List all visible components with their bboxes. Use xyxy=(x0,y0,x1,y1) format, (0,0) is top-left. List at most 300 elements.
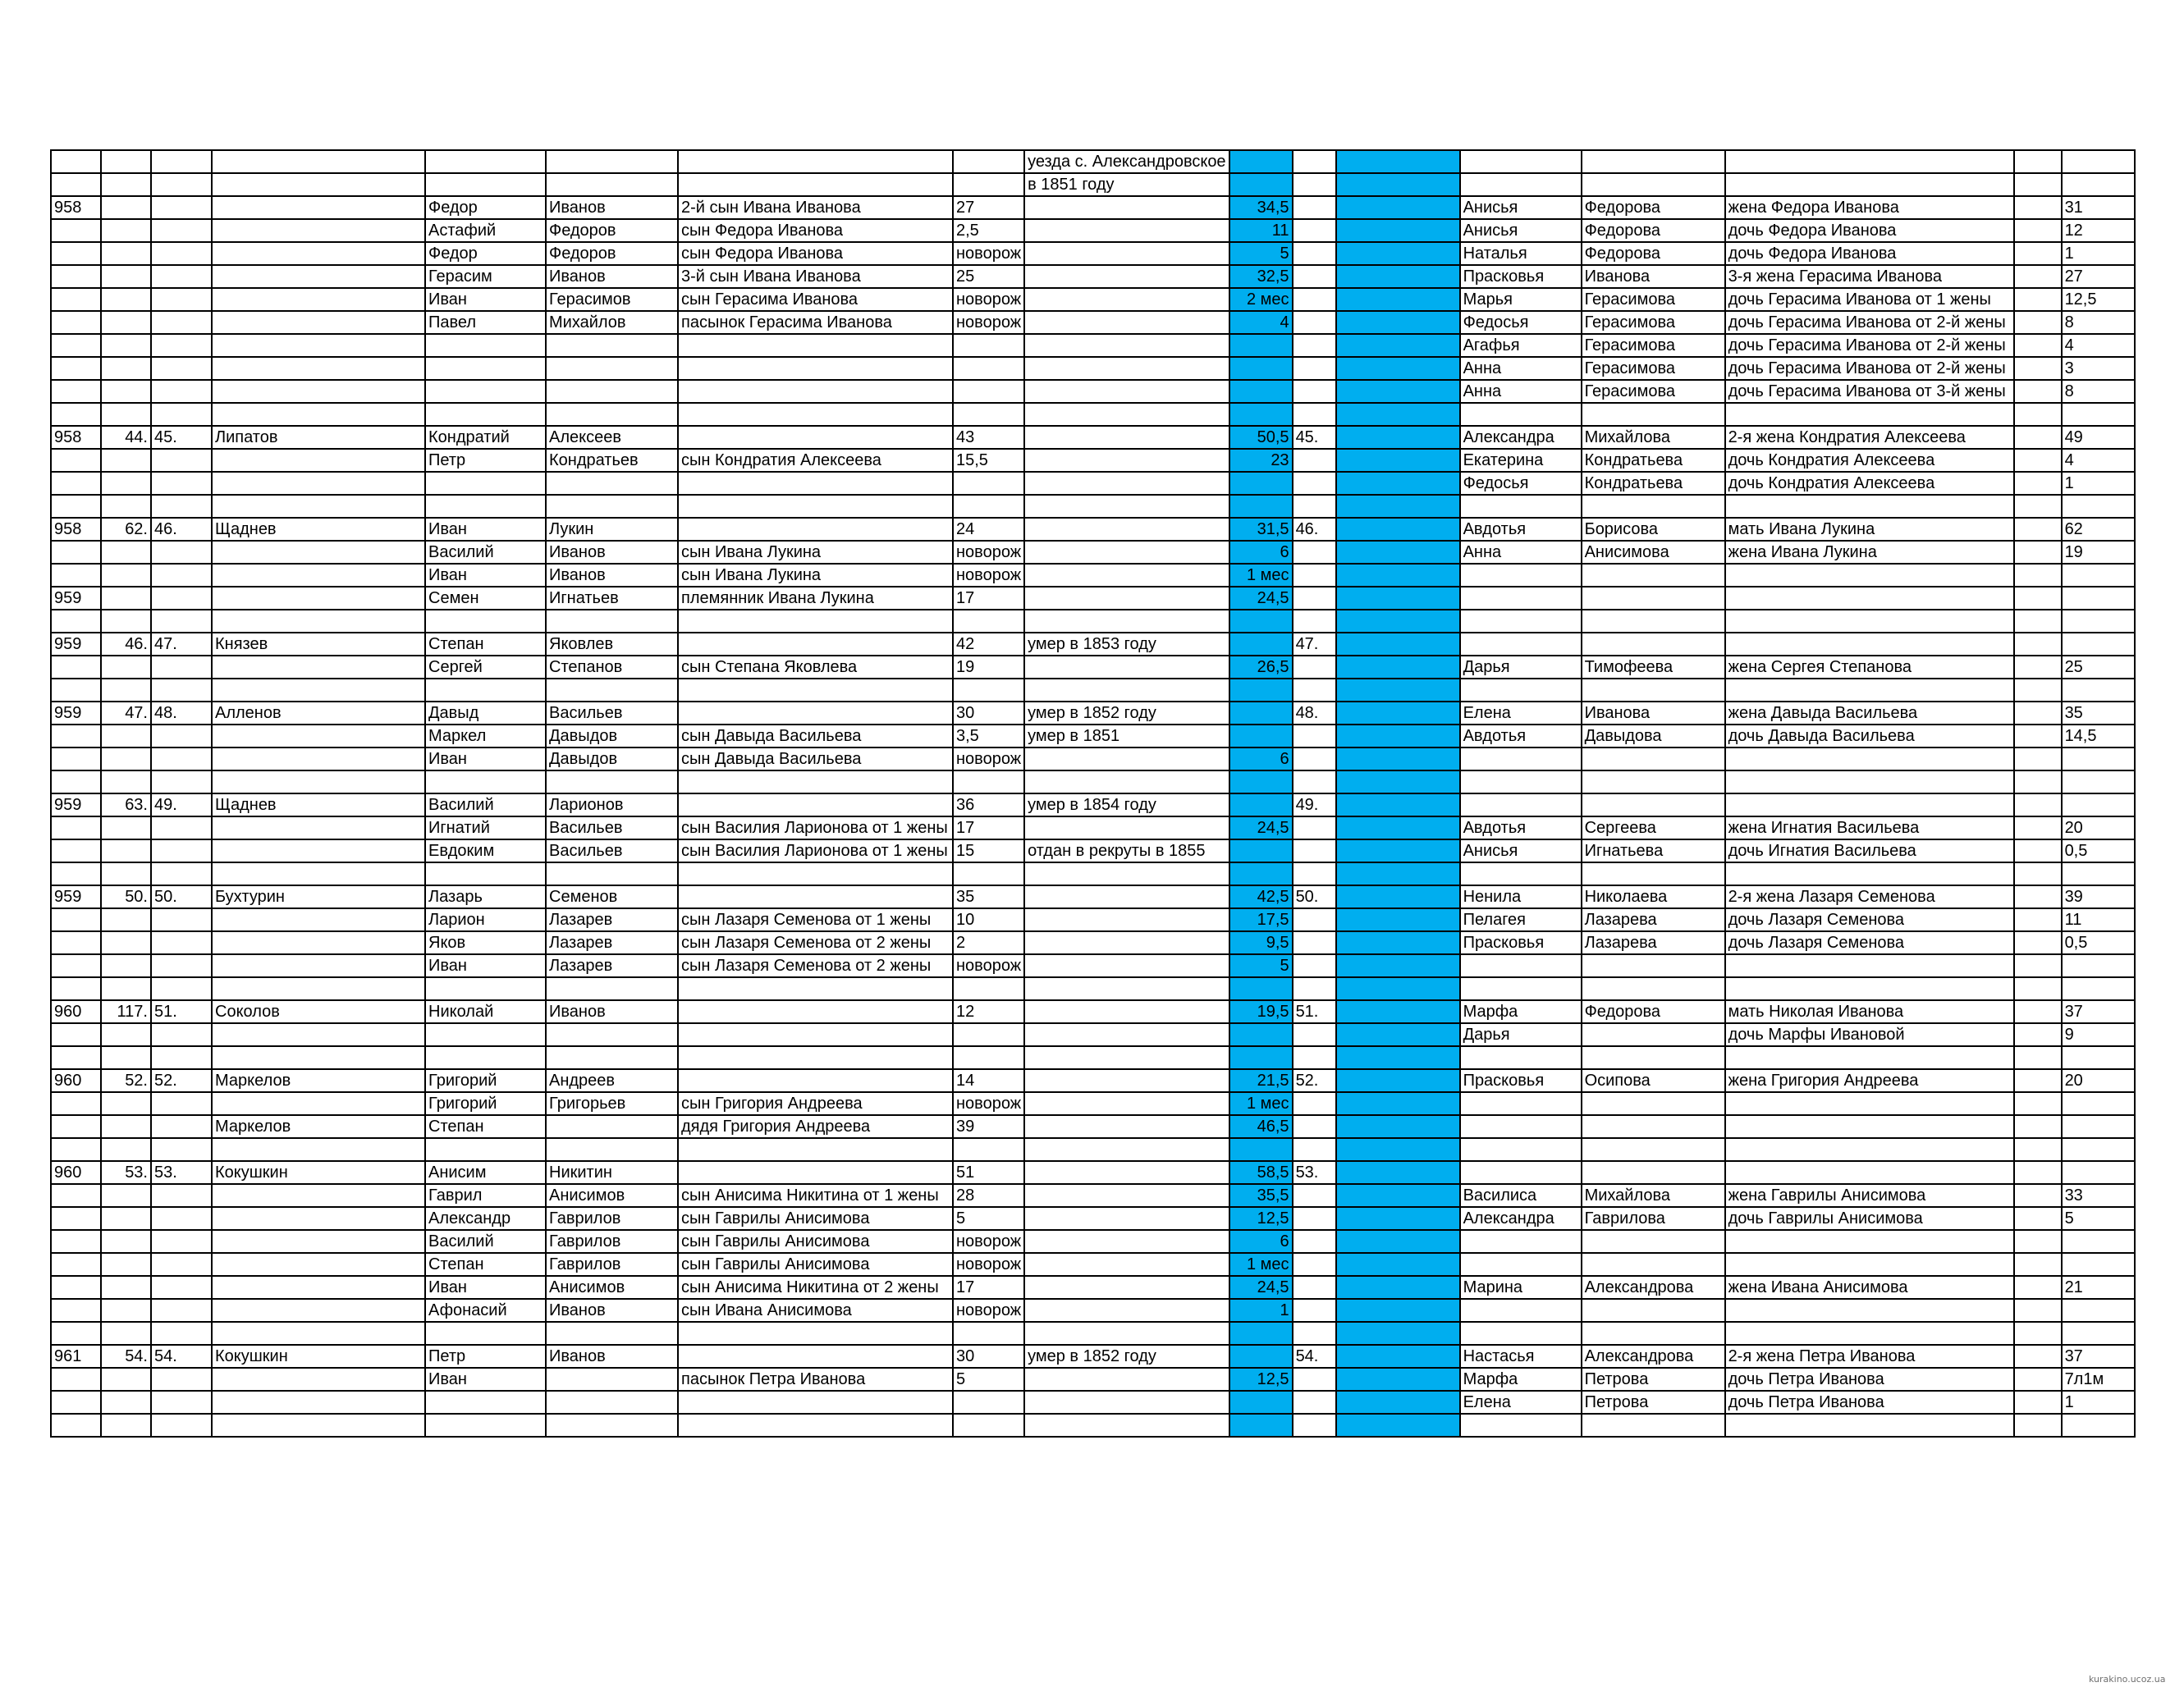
table-cell xyxy=(212,1207,425,1230)
table-cell xyxy=(151,472,212,495)
table-cell xyxy=(2014,1069,2062,1092)
table-cell xyxy=(1229,1414,1293,1437)
table-cell xyxy=(1229,610,1293,633)
table-cell xyxy=(212,725,425,747)
table-cell xyxy=(1582,1230,1725,1253)
table-cell: сын Давыда Васильева xyxy=(678,747,953,770)
table-row xyxy=(51,150,2135,173)
table-cell: 5 xyxy=(1229,242,1293,265)
table-cell: 35 xyxy=(953,885,1024,908)
table-cell: умер в 1852 году xyxy=(1024,1345,1229,1368)
table-cell: Кондратьева xyxy=(1582,472,1725,495)
table-cell xyxy=(151,747,212,770)
table-cell: Васильев xyxy=(546,839,678,862)
table-cell: Гаврилов xyxy=(546,1230,678,1253)
table-cell xyxy=(151,1276,212,1299)
table-cell xyxy=(2014,679,2062,702)
table-row xyxy=(51,885,2135,908)
table-cell xyxy=(953,334,1024,357)
table-cell xyxy=(212,196,425,219)
table-cell xyxy=(953,1138,1024,1161)
table-cell xyxy=(1024,862,1229,885)
table-cell xyxy=(212,587,425,610)
table-cell: Семен xyxy=(425,587,546,610)
table-cell: Федоров xyxy=(546,219,678,242)
table-cell xyxy=(2014,472,2062,495)
table-cell: Елена xyxy=(1460,1391,1582,1414)
table-cell: 958 xyxy=(51,196,101,219)
table-cell: жена Игнатия Васильева xyxy=(1725,816,2014,839)
table-cell xyxy=(546,403,678,426)
table-cell: 2-я жена Лазаря Семенова xyxy=(1725,885,2014,908)
table-cell xyxy=(1336,219,1460,242)
table-cell xyxy=(1024,1207,1229,1230)
table-row xyxy=(51,1092,2135,1115)
table-cell: Александра xyxy=(1460,426,1582,449)
table-cell xyxy=(212,495,425,518)
table-cell xyxy=(546,1368,678,1391)
table-cell xyxy=(1582,1161,1725,1184)
table-cell xyxy=(1336,1115,1460,1138)
table-cell xyxy=(2014,747,2062,770)
table-cell: сын Василия Ларионова от 1 жены xyxy=(678,816,953,839)
table-cell xyxy=(151,1368,212,1391)
table-cell xyxy=(953,173,1024,196)
table-cell xyxy=(212,1230,425,1253)
table-cell xyxy=(1336,816,1460,839)
table-cell xyxy=(101,656,151,679)
table-cell xyxy=(1582,977,1725,1000)
table-cell xyxy=(212,242,425,265)
table-cell: 14 xyxy=(953,1069,1024,1092)
table-cell: Лукин xyxy=(546,518,678,541)
table-cell: сын Давыда Васильева xyxy=(678,725,953,747)
table-cell xyxy=(1460,1046,1582,1069)
table-cell xyxy=(212,1414,425,1437)
table-cell xyxy=(151,1322,212,1345)
table-cell: Дарья xyxy=(1460,656,1582,679)
table-cell xyxy=(151,334,212,357)
table-cell xyxy=(1725,610,2014,633)
table-cell: 42,5 xyxy=(1229,885,1293,908)
table-cell: умер в 1853 году xyxy=(1024,633,1229,656)
table-cell xyxy=(151,954,212,977)
table-cell: мать Ивана Лукина xyxy=(1725,518,2014,541)
table-cell xyxy=(2014,265,2062,288)
table-cell: Анисимова xyxy=(1582,541,1725,564)
table-cell xyxy=(101,334,151,357)
table-row xyxy=(51,472,2135,495)
census-table xyxy=(50,149,2136,1438)
table-cell xyxy=(151,656,212,679)
table-cell xyxy=(2014,196,2062,219)
table-cell xyxy=(212,656,425,679)
table-cell xyxy=(1024,816,1229,839)
table-cell xyxy=(101,1046,151,1069)
table-cell: Афонасий xyxy=(425,1299,546,1322)
table-cell xyxy=(1336,1230,1460,1253)
table-cell xyxy=(425,862,546,885)
table-cell: жена Сергея Степанова xyxy=(1725,656,2014,679)
table-cell xyxy=(546,1138,678,1161)
table-cell xyxy=(1336,587,1460,610)
table-row xyxy=(51,839,2135,862)
table-cell: 43 xyxy=(953,426,1024,449)
table-cell xyxy=(151,150,212,173)
table-cell: сын Гаврилы Анисимова xyxy=(678,1230,953,1253)
table-cell: сын Ивана Анисимова xyxy=(678,1299,953,1322)
table-cell xyxy=(678,1046,953,1069)
table-row xyxy=(51,1414,2135,1437)
table-cell: Федорова xyxy=(1582,196,1725,219)
table-cell xyxy=(2062,954,2135,977)
table-cell xyxy=(212,977,425,1000)
table-cell xyxy=(1293,150,1336,173)
table-cell xyxy=(1024,334,1229,357)
table-cell: 26,5 xyxy=(1229,656,1293,679)
table-cell: 27 xyxy=(2062,265,2135,288)
table-cell xyxy=(678,334,953,357)
table-cell xyxy=(101,541,151,564)
table-cell: сын Гаврилы Анисимова xyxy=(678,1253,953,1276)
table-cell: 959 xyxy=(51,633,101,656)
table-cell xyxy=(2014,1023,2062,1046)
table-cell xyxy=(212,679,425,702)
table-cell xyxy=(678,1138,953,1161)
table-cell xyxy=(151,288,212,311)
table-cell xyxy=(151,495,212,518)
table-cell: Марья xyxy=(1460,288,1582,311)
table-cell xyxy=(1024,977,1229,1000)
table-cell: Анна xyxy=(1460,380,1582,403)
table-cell: 960 xyxy=(51,1161,101,1184)
table-cell xyxy=(1336,472,1460,495)
table-cell: Лазарев xyxy=(546,954,678,977)
table-cell xyxy=(1460,1230,1582,1253)
table-cell: 12,5 xyxy=(1229,1368,1293,1391)
table-cell xyxy=(678,770,953,793)
table-cell: Александрова xyxy=(1582,1345,1725,1368)
table-cell xyxy=(2014,633,2062,656)
table-cell xyxy=(1293,541,1336,564)
table-cell xyxy=(151,1391,212,1414)
table-cell xyxy=(1024,1092,1229,1115)
table-cell xyxy=(546,173,678,196)
table-cell xyxy=(51,1138,101,1161)
table-cell xyxy=(1582,1115,1725,1138)
table-cell xyxy=(51,977,101,1000)
table-cell: 30 xyxy=(953,702,1024,725)
table-cell xyxy=(1460,793,1582,816)
table-cell xyxy=(1460,1161,1582,1184)
table-cell: 50. xyxy=(151,885,212,908)
table-cell xyxy=(1229,150,1293,173)
table-cell xyxy=(151,862,212,885)
table-cell xyxy=(1293,472,1336,495)
table-cell xyxy=(953,610,1024,633)
table-cell xyxy=(2062,564,2135,587)
table-cell xyxy=(1293,334,1336,357)
table-cell: Авдотья xyxy=(1460,725,1582,747)
table-cell xyxy=(678,793,953,816)
table-cell xyxy=(1024,1253,1229,1276)
table-cell xyxy=(1229,1345,1293,1368)
table-cell: Анисья xyxy=(1460,196,1582,219)
table-cell xyxy=(101,1391,151,1414)
table-cell: сын Кондратия Алексеева xyxy=(678,449,953,472)
table-cell xyxy=(425,770,546,793)
table-cell xyxy=(101,219,151,242)
table-cell: 39 xyxy=(953,1115,1024,1138)
table-cell xyxy=(51,265,101,288)
table-cell xyxy=(2062,610,2135,633)
table-cell: Петр xyxy=(425,1345,546,1368)
table-row xyxy=(51,679,2135,702)
table-cell: сын Степана Яковлева xyxy=(678,656,953,679)
table-cell xyxy=(1229,1391,1293,1414)
table-cell xyxy=(2062,1161,2135,1184)
table-cell xyxy=(1460,403,1582,426)
table-cell: 3,5 xyxy=(953,725,1024,747)
table-cell xyxy=(1229,725,1293,747)
table-cell: 960 xyxy=(51,1069,101,1092)
table-row xyxy=(51,977,2135,1000)
table-cell: Иван xyxy=(425,1276,546,1299)
table-cell: Михайлова xyxy=(1582,1184,1725,1207)
table-cell xyxy=(2014,1391,2062,1414)
table-cell: Григорьев xyxy=(546,1092,678,1115)
table-cell xyxy=(151,1138,212,1161)
table-cell: Василий xyxy=(425,793,546,816)
table-cell xyxy=(1024,1069,1229,1092)
table-cell xyxy=(101,564,151,587)
table-cell: 21,5 xyxy=(1229,1069,1293,1092)
table-cell xyxy=(1336,656,1460,679)
table-cell: дочь Герасима Иванова от 2-й жены xyxy=(1725,334,2014,357)
table-cell xyxy=(101,1207,151,1230)
table-cell: Настасья xyxy=(1460,1345,1582,1368)
table-cell xyxy=(2062,173,2135,196)
table-cell: дочь Герасима Иванова от 2-й жены xyxy=(1725,311,2014,334)
table-cell xyxy=(1024,1276,1229,1299)
table-cell xyxy=(1460,564,1582,587)
table-cell xyxy=(1229,633,1293,656)
table-cell xyxy=(1024,495,1229,518)
table-cell: Лазарев xyxy=(546,908,678,931)
table-cell xyxy=(101,357,151,380)
table-cell: Герасимова xyxy=(1582,357,1725,380)
table-cell xyxy=(1725,1253,2014,1276)
table-cell xyxy=(212,1092,425,1115)
table-cell xyxy=(546,472,678,495)
table-cell: Алексеев xyxy=(546,426,678,449)
table-cell: сын Василия Ларионова от 1 жены xyxy=(678,839,953,862)
table-cell: Щаднев xyxy=(212,793,425,816)
table-cell xyxy=(2062,793,2135,816)
table-cell: Лазарева xyxy=(1582,908,1725,931)
table-cell xyxy=(2014,449,2062,472)
table-cell xyxy=(51,1276,101,1299)
table-row xyxy=(51,1023,2135,1046)
table-cell: Федосья xyxy=(1460,311,1582,334)
table-cell xyxy=(151,380,212,403)
table-cell xyxy=(1293,1322,1336,1345)
table-cell xyxy=(2062,1299,2135,1322)
table-cell xyxy=(1293,725,1336,747)
table-cell: Игнатий xyxy=(425,816,546,839)
table-cell: отдан в рекруты в 1855 xyxy=(1024,839,1229,862)
table-cell xyxy=(2062,1322,2135,1345)
table-cell xyxy=(425,472,546,495)
table-cell xyxy=(1024,1184,1229,1207)
table-row xyxy=(51,219,2135,242)
table-row xyxy=(51,1138,2135,1161)
table-cell: Федор xyxy=(425,242,546,265)
table-cell xyxy=(678,1069,953,1092)
table-cell: 52. xyxy=(151,1069,212,1092)
table-cell: Гаврилова xyxy=(1582,1207,1725,1230)
table-cell xyxy=(2014,380,2062,403)
table-cell xyxy=(212,357,425,380)
table-cell xyxy=(151,1023,212,1046)
table-cell: 8 xyxy=(2062,311,2135,334)
table-cell xyxy=(1024,1368,1229,1391)
table-cell: 52. xyxy=(101,1069,151,1092)
table-cell: дочь Гаврилы Анисимова xyxy=(1725,1207,2014,1230)
table-cell xyxy=(1460,587,1582,610)
table-cell xyxy=(1582,1322,1725,1345)
table-cell xyxy=(546,380,678,403)
table-cell xyxy=(1229,1322,1293,1345)
table-cell: 47. xyxy=(101,702,151,725)
table-cell xyxy=(678,426,953,449)
table-cell xyxy=(101,1299,151,1322)
table-cell xyxy=(101,1253,151,1276)
table-cell xyxy=(212,931,425,954)
table-cell: сын Гаврилы Анисимова xyxy=(678,1207,953,1230)
table-cell xyxy=(1725,1322,2014,1345)
table-cell xyxy=(1293,1299,1336,1322)
table-cell xyxy=(1336,770,1460,793)
table-cell: Наталья xyxy=(1460,242,1582,265)
table-cell xyxy=(101,679,151,702)
table-cell xyxy=(2014,1092,2062,1115)
table-cell: дочь Федора Иванова xyxy=(1725,242,2014,265)
table-cell xyxy=(101,173,151,196)
table-cell: дочь Лазаря Семенова xyxy=(1725,908,2014,931)
table-cell: 49 xyxy=(2062,426,2135,449)
table-row xyxy=(51,1230,2135,1253)
table-cell xyxy=(1024,196,1229,219)
table-cell xyxy=(51,816,101,839)
table-cell: дочь Федора Иванова xyxy=(1725,219,2014,242)
table-cell xyxy=(101,931,151,954)
table-cell: Щаднев xyxy=(212,518,425,541)
table-cell xyxy=(101,288,151,311)
table-cell xyxy=(1336,793,1460,816)
table-cell xyxy=(1460,679,1582,702)
table-cell xyxy=(1336,518,1460,541)
table-cell: Александрова xyxy=(1582,1276,1725,1299)
table-cell: Маркелов xyxy=(212,1069,425,1092)
table-cell xyxy=(51,403,101,426)
table-cell: Петр xyxy=(425,449,546,472)
table-cell xyxy=(1293,357,1336,380)
table-cell xyxy=(151,1207,212,1230)
table-cell xyxy=(678,977,953,1000)
table-cell: 5 xyxy=(2062,1207,2135,1230)
table-cell: 48. xyxy=(151,702,212,725)
table-cell: Степан xyxy=(425,1253,546,1276)
table-cell xyxy=(2014,816,2062,839)
table-cell: Иван xyxy=(425,954,546,977)
table-cell xyxy=(1336,702,1460,725)
table-cell: 12 xyxy=(953,1000,1024,1023)
table-cell: новорож xyxy=(953,747,1024,770)
table-cell xyxy=(1460,1414,1582,1437)
table-cell xyxy=(953,679,1024,702)
table-cell xyxy=(151,219,212,242)
table-cell: мать Николая Иванова xyxy=(1725,1000,2014,1023)
table-cell xyxy=(678,173,953,196)
table-cell: дочь Петра Иванова xyxy=(1725,1368,2014,1391)
table-cell: 117. xyxy=(101,1000,151,1023)
table-cell: Дарья xyxy=(1460,1023,1582,1046)
table-cell xyxy=(1336,564,1460,587)
table-cell: 46. xyxy=(1293,518,1336,541)
table-cell xyxy=(1582,1299,1725,1322)
table-cell: Яков xyxy=(425,931,546,954)
table-cell: Иванов xyxy=(546,265,678,288)
table-row xyxy=(51,196,2135,219)
table-cell: Василиса xyxy=(1460,1184,1582,1207)
table-cell: сын Федора Иванова xyxy=(678,242,953,265)
table-cell: 54. xyxy=(1293,1345,1336,1368)
table-cell xyxy=(1460,1138,1582,1161)
table-cell: сын Герасима Иванова xyxy=(678,288,953,311)
table-cell xyxy=(1024,610,1229,633)
table-row xyxy=(51,288,2135,311)
table-cell xyxy=(1725,495,2014,518)
table-cell xyxy=(2014,1207,2062,1230)
table-cell xyxy=(1725,1299,2014,1322)
table-cell xyxy=(1336,1092,1460,1115)
table-row xyxy=(51,1161,2135,1184)
table-cell xyxy=(151,679,212,702)
table-cell: 25 xyxy=(2062,656,2135,679)
table-cell xyxy=(151,311,212,334)
table-cell: Иван xyxy=(425,518,546,541)
table-cell xyxy=(678,610,953,633)
table-cell: сын Анисима Никитина от 1 жены xyxy=(678,1184,953,1207)
table-cell xyxy=(101,1138,151,1161)
table-cell xyxy=(151,449,212,472)
table-cell: 19 xyxy=(953,656,1024,679)
table-cell: Павел xyxy=(425,311,546,334)
table-cell xyxy=(2014,334,2062,357)
table-cell xyxy=(678,679,953,702)
table-cell xyxy=(51,1230,101,1253)
table-cell: 2 xyxy=(953,931,1024,954)
table-cell xyxy=(1293,839,1336,862)
table-cell: 17 xyxy=(953,816,1024,839)
table-cell xyxy=(2014,839,2062,862)
table-cell xyxy=(101,747,151,770)
table-cell xyxy=(51,242,101,265)
table-cell: жена Федора Иванова xyxy=(1725,196,2014,219)
table-cell xyxy=(2062,1138,2135,1161)
table-cell xyxy=(1336,610,1460,633)
